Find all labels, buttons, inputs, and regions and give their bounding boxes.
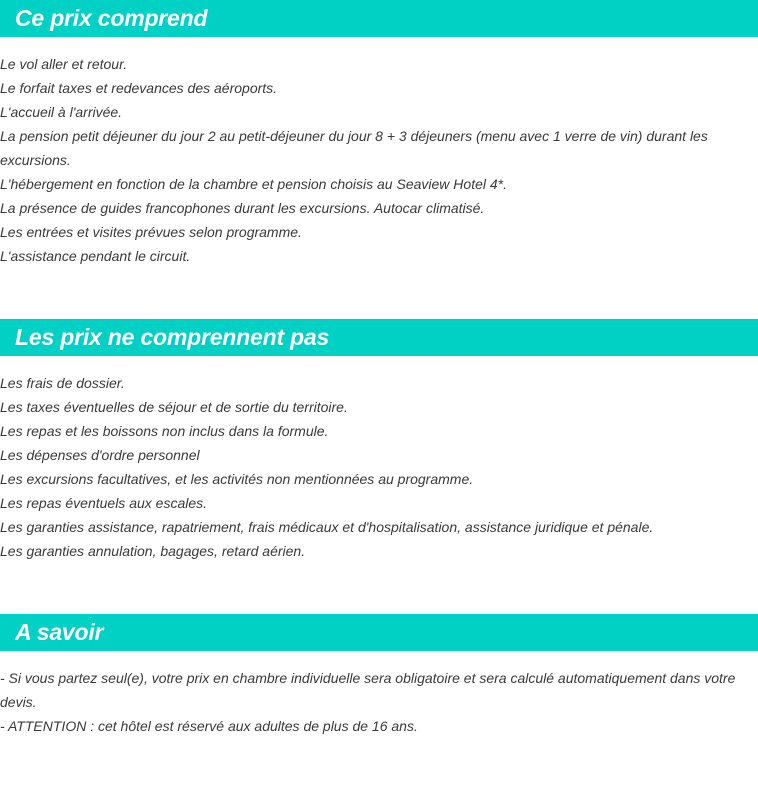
notes-list bbox=[0, 666, 758, 738]
section-price-excludes bbox=[0, 319, 758, 563]
list-item: Les dépenses d'ordre personnel bbox=[0, 447, 200, 463]
section-price-includes bbox=[0, 0, 758, 268]
includes-list bbox=[0, 52, 758, 268]
section-header-excludes bbox=[0, 319, 758, 356]
section-header-includes bbox=[0, 0, 758, 37]
excludes-list bbox=[0, 371, 758, 563]
list-item: - ATTENTION : cet hôtel est réservé aux adultes de plus de 16 ans. bbox=[0, 718, 418, 734]
list-item: Les repas éventuels aux escales. bbox=[0, 495, 208, 511]
section-title-excludes: Les prix ne comprennent pas bbox=[15, 324, 330, 350]
list-item: Les taxes éventuelles de séjour et de sortie du territoire. bbox=[0, 399, 348, 415]
list-item: L'accueil à l'arrivée. bbox=[0, 104, 123, 120]
section-title-notes: A savoir bbox=[15, 619, 104, 645]
list-item: Les entrées et visites prévues selon programme. bbox=[0, 224, 302, 240]
list-item: - Si vous partez seul(e), votre prix en chambre individuelle sera obligatoire et sera calculé automatiquement dans votre devis. bbox=[0, 670, 736, 710]
list-item: Les garanties annulation, bagages, retard aérien. bbox=[0, 543, 306, 559]
list-item: L'assistance pendant le circuit. bbox=[0, 248, 191, 264]
list-item: Le forfait taxes et redevances des aéroports. bbox=[0, 80, 278, 96]
list-item: Les frais de dossier. bbox=[0, 375, 125, 391]
list-item: L'hébergement en fonction de la chambre et pension choisis au Seaview Hotel 4*. bbox=[0, 176, 507, 192]
list-item: Le vol aller et retour. bbox=[0, 56, 128, 72]
list-item: La pension petit déjeuner du jour 2 au petit-déjeuner du jour 8 + 3 déjeuners (menu avec 1 verre de vin) durant les excursions. bbox=[0, 128, 708, 168]
list-item: Les repas et les boissons non inclus dans la formule. bbox=[0, 423, 329, 439]
list-item: La présence de guides francophones durant les excursions. Autocar climatisé. bbox=[0, 200, 485, 216]
list-item: Les garanties assistance, rapatriement, frais médicaux et d'hospitalisation, assistance juridique et pénale. bbox=[0, 519, 654, 535]
list-item: Les excursions facultatives, et les activités non mentionnées au programme. bbox=[0, 471, 474, 487]
section-title-includes: Ce prix comprend bbox=[15, 5, 208, 31]
section-good-to-know bbox=[0, 614, 758, 738]
section-header-notes bbox=[0, 614, 758, 651]
